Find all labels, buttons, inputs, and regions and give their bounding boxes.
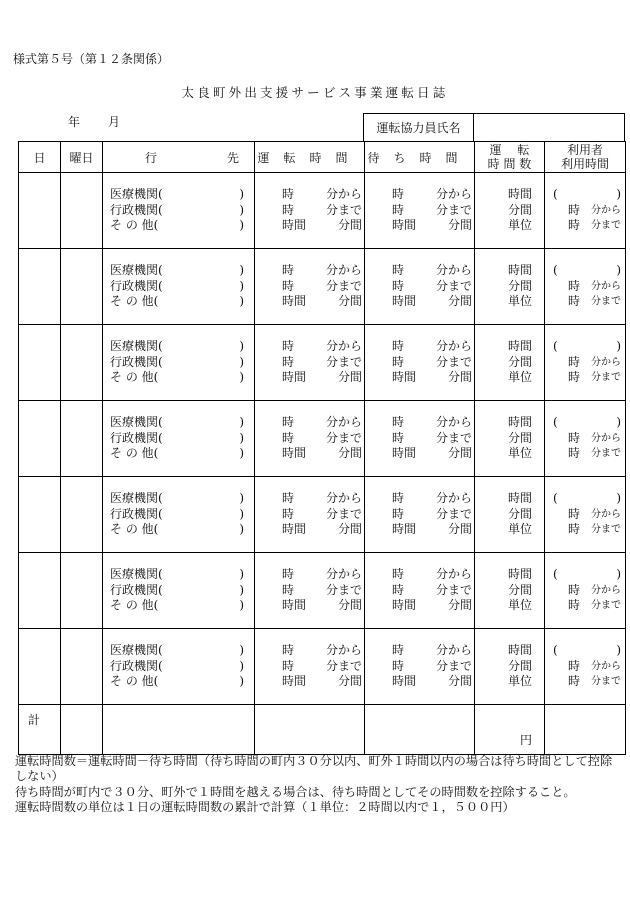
log-entry-row (19, 401, 626, 477)
header-destination-a: 行 (145, 150, 158, 165)
header-destination-b: 先 (227, 150, 240, 165)
user-time-cell[interactable] (545, 477, 626, 553)
dest-admin: 行政機関( ) (110, 354, 244, 369)
wait-from: 時 分から (392, 339, 472, 354)
user-from: 時 分から (568, 430, 621, 445)
wait-time-cell[interactable] (365, 401, 475, 477)
user-to: 時 分まで (568, 674, 621, 689)
user-time-cell[interactable] (545, 553, 626, 629)
dest-admin: 行政機関( ) (110, 582, 244, 597)
wait-duration: 時間 分間 (392, 674, 472, 689)
user-from: 時 分から (568, 506, 621, 521)
drive-time-cell[interactable] (255, 249, 365, 325)
wait-from: 時 分から (392, 415, 472, 430)
drive-duration: 時間 分間 (282, 294, 362, 309)
wait-to: 時 分まで (392, 506, 472, 521)
user-time-cell[interactable] (545, 249, 626, 325)
header-drive-time: 運転時間 (255, 142, 365, 173)
user-name-parens: ( ) (553, 339, 621, 354)
notes (15, 754, 620, 815)
drive-to: 時 分まで (282, 278, 362, 293)
drive-count-cell[interactable] (475, 553, 545, 629)
count-hours: 時間 (507, 415, 532, 430)
total-user-cell[interactable] (545, 705, 626, 755)
count-units: 単位 (507, 370, 532, 385)
user-from: 時 分から (568, 278, 621, 293)
drive-duration: 時間 分間 (282, 446, 362, 461)
weekday-cell[interactable] (61, 249, 103, 325)
coop-member-box (363, 113, 625, 141)
drive-duration: 時間 分間 (282, 218, 362, 233)
drive-from: 時 分から (282, 187, 362, 202)
log-entry-row (19, 553, 626, 629)
destination-cell[interactable] (103, 553, 255, 629)
wait-duration: 時間 分間 (392, 522, 472, 537)
day-cell[interactable] (19, 477, 61, 553)
wait-from: 時 分から (392, 491, 472, 506)
total-wait-time-cell (365, 705, 475, 755)
user-name-parens: ( ) (553, 263, 621, 278)
dest-admin: 行政機関( ) (110, 278, 244, 293)
user-to: 時 分まで (568, 446, 621, 461)
dest-admin: 行政機関( ) (110, 658, 244, 673)
dest-medical: 医療機関( ) (110, 187, 244, 202)
weekday-cell[interactable] (61, 173, 103, 249)
day-cell[interactable] (19, 553, 61, 629)
user-from: 時 分から (568, 354, 621, 369)
drive-count-cell[interactable] (475, 477, 545, 553)
drive-from: 時 分から (282, 339, 362, 354)
drive-to: 時 分まで (282, 202, 362, 217)
destination-cell[interactable] (103, 477, 255, 553)
day-cell[interactable] (19, 325, 61, 401)
log-entry-row (19, 629, 626, 705)
total-yen: 円 (475, 705, 545, 755)
count-units: 単位 (507, 522, 532, 537)
drive-from: 時 分から (282, 263, 362, 278)
wait-time-cell[interactable] (365, 173, 475, 249)
user-name-parens: ( ) (553, 567, 621, 582)
dest-medical: 医療機関( ) (110, 643, 244, 658)
count-hours: 時間 (507, 491, 532, 506)
drive-count-cell[interactable] (475, 325, 545, 401)
count-minutes: 分間 (507, 202, 532, 217)
count-hours: 時間 (507, 567, 532, 582)
count-units: 単位 (507, 446, 532, 461)
note-3: 運転時間数の単位は１日の運転時間数の累計で計算（１単位：２時間以内で１，５００円） (15, 799, 515, 814)
wait-time-cell[interactable] (365, 629, 475, 705)
wait-duration: 時間 分間 (392, 598, 472, 613)
drive-to: 時 分まで (282, 506, 362, 521)
count-minutes: 分間 (507, 430, 532, 445)
month-label: 月 (108, 115, 121, 129)
count-units: 単位 (507, 218, 532, 233)
wait-to: 時 分まで (392, 430, 472, 445)
drive-to: 時 分まで (282, 582, 362, 597)
log-entry-row (19, 173, 626, 249)
drive-time-cell[interactable] (255, 477, 365, 553)
table-entries (19, 173, 626, 705)
day-cell[interactable] (19, 401, 61, 477)
log-entry-row (19, 477, 626, 553)
header-user-time (545, 142, 626, 173)
count-minutes: 分間 (507, 582, 532, 597)
total-weekday-cell (61, 705, 103, 755)
user-to: 時 分まで (568, 294, 621, 309)
wait-from: 時 分から (392, 263, 472, 278)
header-user-line1: 利用者 (566, 143, 603, 157)
user-name-parens: ( ) (553, 415, 621, 430)
count-units: 単位 (507, 598, 532, 613)
dest-medical: 医療機関( ) (110, 415, 244, 430)
dest-other: そ の 他( ) (110, 674, 244, 689)
log-entry-row (19, 249, 626, 325)
dest-other: そ の 他( ) (110, 218, 244, 233)
header-weekday: 曜日 (61, 142, 103, 173)
count-minutes: 分間 (507, 658, 532, 673)
user-from: 時 分から (568, 202, 621, 217)
day-cell[interactable] (19, 173, 61, 249)
count-hours: 時間 (507, 643, 532, 658)
destination-cell[interactable] (103, 401, 255, 477)
user-from: 時 分から (568, 582, 621, 597)
header-drive-count-line1: 運 転 (489, 143, 530, 157)
wait-from: 時 分から (392, 643, 472, 658)
drive-from: 時 分から (282, 643, 362, 658)
user-from: 時 分から (568, 658, 621, 673)
dest-other: そ の 他( ) (110, 370, 244, 385)
drive-time-cell[interactable] (255, 553, 365, 629)
wait-to: 時 分まで (392, 202, 472, 217)
drive-duration: 時間 分間 (282, 370, 362, 385)
header-user-line2: 利用時間 (560, 157, 609, 171)
wait-time-cell[interactable] (365, 477, 475, 553)
dest-medical: 医療機関( ) (110, 339, 244, 354)
user-to: 時 分まで (568, 522, 621, 537)
drive-count-cell[interactable] (475, 249, 545, 325)
note-2: 待ち時間が町内で３０分、町外で１時間を越える場合は、待ち時間としてその時間数を控除すること。 (15, 784, 576, 799)
drive-count-cell[interactable] (475, 401, 545, 477)
dest-medical: 医療機関( ) (110, 567, 244, 582)
log-entry-row (19, 325, 626, 401)
header-wait-time: 待ち時間 (365, 142, 475, 173)
total-destination-cell (103, 705, 255, 755)
dest-admin: 行政機関( ) (110, 430, 244, 445)
destination-cell[interactable] (103, 629, 255, 705)
table-header-row (19, 142, 626, 173)
header-drive-count-line2: 時 間 数 (487, 157, 532, 171)
count-hours: 時間 (507, 263, 532, 278)
wait-time-cell[interactable] (365, 325, 475, 401)
drive-duration: 時間 分間 (282, 598, 362, 613)
wait-duration: 時間 分間 (392, 446, 472, 461)
user-time-cell[interactable] (545, 173, 626, 249)
wait-to: 時 分まで (392, 582, 472, 597)
drive-from: 時 分から (282, 567, 362, 582)
destination-cell[interactable] (103, 173, 255, 249)
user-to: 時 分まで (568, 598, 621, 613)
day-cell[interactable] (19, 629, 61, 705)
dest-admin: 行政機関( ) (110, 506, 244, 521)
coop-member-field[interactable] (474, 114, 624, 142)
wait-to: 時 分まで (392, 354, 472, 369)
weekday-cell[interactable] (61, 325, 103, 401)
drive-to: 時 分まで (282, 354, 362, 369)
drive-time-cell[interactable] (255, 325, 365, 401)
drive-time-cell[interactable] (255, 173, 365, 249)
drive-from: 時 分から (282, 491, 362, 506)
drive-duration: 時間 分間 (282, 674, 362, 689)
wait-from: 時 分から (392, 567, 472, 582)
header-drive-count (475, 142, 545, 173)
drive-from: 時 分から (282, 415, 362, 430)
dest-medical: 医療機関( ) (110, 491, 244, 506)
weekday-cell[interactable] (61, 401, 103, 477)
user-time-cell[interactable] (545, 401, 626, 477)
count-units: 単位 (507, 294, 532, 309)
weekday-cell[interactable] (61, 477, 103, 553)
wait-duration: 時間 分間 (392, 294, 472, 309)
wait-from: 時 分から (392, 187, 472, 202)
total-label: 計 (19, 705, 61, 755)
user-time-cell[interactable] (545, 629, 626, 705)
header-day: 日 (19, 142, 61, 173)
user-name-parens: ( ) (553, 491, 621, 506)
weekday-cell[interactable] (61, 629, 103, 705)
drive-duration: 時間 分間 (282, 522, 362, 537)
dest-admin: 行政機関( ) (110, 202, 244, 217)
user-name-parens: ( ) (553, 643, 621, 658)
count-hours: 時間 (507, 187, 532, 202)
drive-to: 時 分まで (282, 658, 362, 673)
destination-cell[interactable] (103, 325, 255, 401)
user-time-cell[interactable] (545, 325, 626, 401)
destination-cell[interactable] (103, 249, 255, 325)
dest-other: そ の 他( ) (110, 294, 244, 309)
dest-other: そ の 他( ) (110, 598, 244, 613)
dest-other: そ の 他( ) (110, 522, 244, 537)
user-to: 時 分まで (568, 218, 621, 233)
coop-member-label: 運転協力員氏名 (364, 114, 474, 142)
wait-to: 時 分まで (392, 658, 472, 673)
header-destination (103, 142, 255, 173)
count-minutes: 分間 (507, 354, 532, 369)
drive-time-cell[interactable] (255, 629, 365, 705)
total-row (19, 705, 626, 755)
drive-count-cell[interactable] (475, 629, 545, 705)
document-title: 太良町外出支援サービス事業運転日誌 (181, 85, 449, 100)
wait-to: 時 分まで (392, 278, 472, 293)
day-cell[interactable] (19, 249, 61, 325)
drive-count-cell[interactable] (475, 173, 545, 249)
count-hours: 時間 (507, 339, 532, 354)
user-name-parens: ( ) (553, 187, 621, 202)
drive-to: 時 分まで (282, 430, 362, 445)
count-minutes: 分間 (507, 506, 532, 521)
note-1: 運転時間数＝運転時間－待ち時間（待ち時間の町内３０分以内、町外１時間以内の場合は待ち時間として控除しない） (15, 754, 613, 784)
dest-medical: 医療機関( ) (110, 263, 244, 278)
form-number: 様式第５号（第１２条関係） (13, 52, 170, 66)
wait-time-cell[interactable] (365, 553, 475, 629)
drive-time-cell[interactable] (255, 401, 365, 477)
user-to: 時 分まで (568, 370, 621, 385)
year-label: 年 (68, 115, 81, 129)
wait-duration: 時間 分間 (392, 370, 472, 385)
count-units: 単位 (507, 674, 532, 689)
wait-time-cell[interactable] (365, 249, 475, 325)
wait-duration: 時間 分間 (392, 218, 472, 233)
weekday-cell[interactable] (61, 553, 103, 629)
count-minutes: 分間 (507, 278, 532, 293)
dest-other: そ の 他( ) (110, 446, 244, 461)
driving-log-table (18, 141, 626, 755)
total-drive-time-cell (255, 705, 365, 755)
